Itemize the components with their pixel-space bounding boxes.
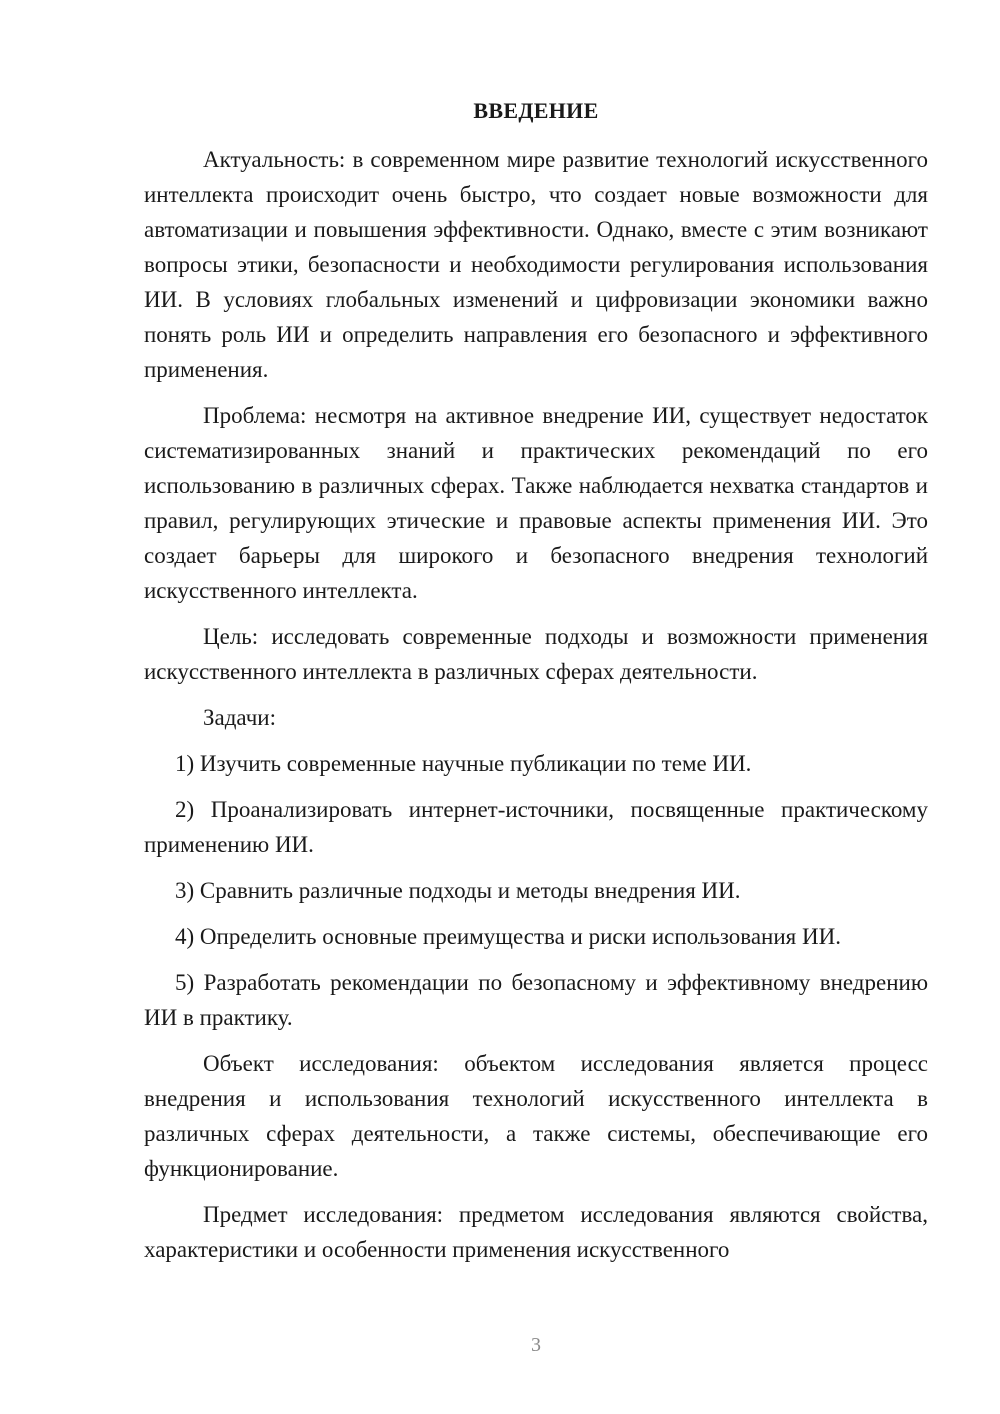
task-item-5: 5) Разработать рекомендации по безопасному и эффективному внедрению ИИ в практику. <box>144 970 928 1030</box>
section-heading: ВВЕДЕНИЕ <box>473 98 599 123</box>
paragraph-goal: Цель: исследовать современные подходы и возможности применения искусственного интеллекта в различных сферах деятельности. <box>144 624 928 684</box>
paragraph-problem: Проблема: несмотря на активное внедрение ИИ, существует недостаток систематизированных знаний и практических рекомендаций по его использованию в различных сферах. Также наблюдается нехватка стандартов и правил, регулирующих этические и правовые аспекты применения ИИ. Это создает барьеры для широкого и безопасного внедрения технологий искусственного интеллекта. <box>144 403 928 603</box>
paragraph-relevance: Актуальность: в современном мире развитие технологий искусственного интеллекта происходит очень быстро, что создает новые возможности для автоматизации и повышения эффективности. Однако, вместе с этим возникают вопросы этики, безопасности и необходимости регулирования использования ИИ. В условиях глобальных изменений и цифровизации экономики важно понять роль ИИ и определить направления его безопасного и эффективного применения. <box>144 147 928 382</box>
tasks-label: Задачи: <box>203 705 276 730</box>
task-item-4: 4) Определить основные преимущества и риски использования ИИ. <box>175 924 841 949</box>
page-content <box>144 93 928 1278</box>
task-item-3: 3) Сравнить различные подходы и методы внедрения ИИ. <box>175 878 741 903</box>
task-item-1: 1) Изучить современные научные публикации по теме ИИ. <box>175 751 752 776</box>
page-number: 3 <box>531 1334 541 1356</box>
paragraph-object: Объект исследования: объектом исследования является процесс внедрения и использования технологий искусственного интеллекта в различных сферах деятельности, а также системы, обеспечивающие его функционирование. <box>144 1051 928 1181</box>
task-item-2: 2) Проанализировать интернет-источники, посвященные практическому применению ИИ. <box>144 797 928 857</box>
paragraph-subject: Предмет исследования: предметом исследования являются свойства, характеристики и особенности применения искусственного <box>144 1202 928 1262</box>
